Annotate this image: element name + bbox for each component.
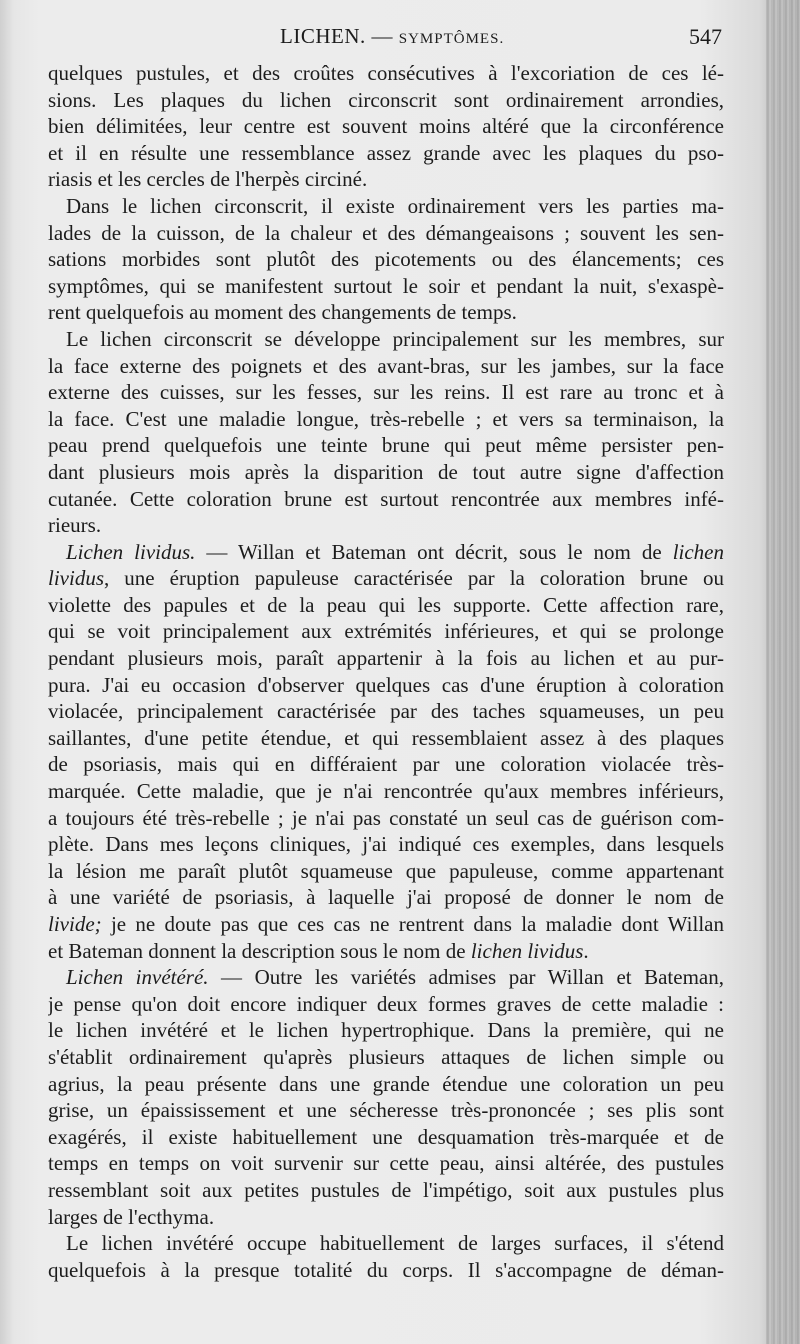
text-line: je pense qu'on doit encore indiquer deux formes graves de cette maladie : xyxy=(48,991,724,1016)
page-header xyxy=(48,24,724,54)
running-head-title: LICHEN. — xyxy=(280,24,393,48)
section-heading-lichen-lividus: Lichen lividus. xyxy=(66,539,196,564)
text-line: peau prend quelquefois une teinte brune qui peut même persister pen- xyxy=(48,433,724,458)
text-line: rieurs. xyxy=(48,513,102,538)
text-line: temps en temps on voit survenir sur cette peau, ainsi altérée, des pustules xyxy=(48,1151,724,1176)
text-line: marquée. Cette maladie, que je n'ai rencontrée qu'aux membres inférieurs, xyxy=(48,779,724,804)
text-line: ressemblant soit aux petites pustules de l'impétigo, soit aux pustules plus xyxy=(48,1177,724,1202)
text-line: à une variété de psoriasis, à laquelle j'ai proposé de donner le nom de xyxy=(48,885,724,910)
text-line: Dans le lichen circonscrit, il existe ordinairement vers les parties ma- xyxy=(66,193,724,218)
text-line: violette des papules et de la peau qui les supporte. Cette affection rare, xyxy=(48,592,724,617)
text-line: riasis et les cercles de l'herpès circiné. xyxy=(48,167,368,192)
text-line: symptômes, qui se manifestent surtout le soir et pendant la nuit, s'exaspè- xyxy=(48,273,724,298)
text-line: grise, un épaississement et une sécheresse très-prononcée ; ses plis sont xyxy=(48,1098,724,1123)
text-line: larges de l'ecthyma. xyxy=(48,1204,215,1229)
running-head-subtitle: SYMPTÔMES. xyxy=(398,31,505,47)
text-line: s'établit ordinairement qu'après plusieurs attaques de lichen simple ou xyxy=(48,1044,724,1069)
text-line: violacée, principalement caractérisée par des taches squameuses, un peu xyxy=(48,699,724,724)
text-line: la lésion me paraît plutôt squameuse que papuleuse, comme appartenant xyxy=(48,858,724,883)
text-line: externe des cuisses, sur les fesses, sur les reins. Il est rare au tronc et à xyxy=(48,380,724,405)
text-line: la face externe des poignets et des avant-bras, sur les jambes, sur la face xyxy=(48,353,724,378)
text-line: le lichen invétéré et le lichen hypertrophique. Dans la première, qui ne xyxy=(48,1018,724,1043)
text-line: bien délimitées, leur centre est souvent moins altéré que la circonférence xyxy=(48,114,724,139)
body-text xyxy=(48,60,724,1283)
text-line: Lichen invétéré. — Outre les variétés admises par Willan et Bateman, xyxy=(66,965,724,990)
text-line: a toujours été très-rebelle ; je n'ai pas constaté un seul cas de guérison com- xyxy=(48,805,724,830)
text-line: saillantes, d'une petite étendue, et qui ressemblaient assez à des plaques xyxy=(48,725,724,750)
text-line: Le lichen circonscrit se développe principalement sur les membres, sur xyxy=(66,326,724,351)
page-number: 547 xyxy=(689,24,722,49)
text-line: exagérés, il existe habituellement une desquamation très-marquée et de xyxy=(48,1124,724,1149)
text-line: quelques pustules, et des croûtes consécutives à l'excoriation de ces lé- xyxy=(48,61,724,85)
text-line: lividus, une éruption papuleuse caractérisée par la coloration brune ou xyxy=(48,566,724,591)
page-edge-shadow xyxy=(766,0,800,1344)
text-line: livide; je ne doute pas que ces cas ne rentrent dans la maladie dont Willan xyxy=(48,912,724,936)
text-line: qui se voit principalement aux extrémités inférieures, et qui se prolonge xyxy=(48,619,724,644)
text-line: pura. J'ai eu occasion d'observer quelques cas d'une éruption à coloration xyxy=(48,672,724,697)
text-line: cutanée. Cette coloration brune est surtout rencontrée aux membres infé- xyxy=(48,486,724,511)
text-line: sions. Les plaques du lichen circonscrit sont ordinairement arrondies, xyxy=(48,87,724,112)
text-line: agrius, la peau présente dans une grande étendue une coloration un peu xyxy=(48,1071,724,1096)
text-line: pendant plusieurs mois, paraît appartenir à la fois au lichen et au pur- xyxy=(48,646,724,671)
text-line: Lichen lividus. — Willan et Bateman ont décrit, sous le nom de lichen xyxy=(66,539,724,564)
text-line: lades de la cuisson, de la chaleur et des démangeaisons ; souvent les sen- xyxy=(48,220,724,245)
text-line: Le lichen invétéré occupe habituellement de larges surfaces, il s'étend xyxy=(66,1231,724,1256)
text-line: la face. C'est une maladie longue, très-rebelle ; et vers sa terminaison, la xyxy=(48,406,724,431)
running-head xyxy=(280,24,504,49)
section-heading-lichen-invetere: Lichen invétéré. xyxy=(66,965,209,990)
text-line: rent quelquefois au moment des changements de temps. xyxy=(48,300,517,325)
text-line: dant plusieurs mois après la disparition de tout autre signe d'affection xyxy=(48,459,724,484)
text-line: de psoriasis, mais qui en différaient par une coloration violacée très- xyxy=(48,752,724,777)
text-line: et il en résulte une ressemblance assez grande avec les plaques du pso- xyxy=(48,140,724,165)
text-line: quelquefois à la presque totalité du corps. Il s'accompagne de déman- xyxy=(48,1257,724,1282)
text-line: plète. Dans mes leçons cliniques, j'ai indiqué ces exemples, dans lesquels xyxy=(48,832,724,857)
text-line: et Bateman donnent la description sous le nom de lichen lividus. xyxy=(48,938,589,963)
text-line: sations morbides sont plutôt des picotements ou des élancements; ces xyxy=(48,247,724,272)
